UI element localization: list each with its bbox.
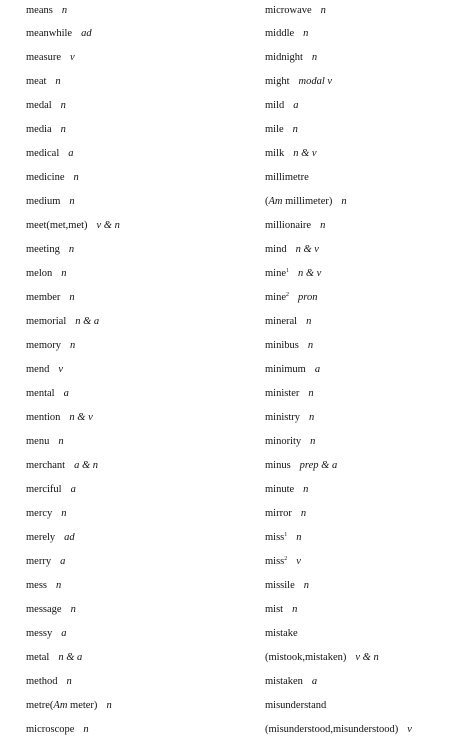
headword: misunderstand (265, 700, 327, 711)
part-of-speech: v & n (355, 652, 379, 663)
headword: melon (26, 268, 53, 279)
list-item (26, 240, 74, 260)
headword: medicine (26, 172, 65, 183)
headword: microwave (265, 5, 312, 16)
headword: midnight (265, 52, 303, 63)
list-item (265, 648, 379, 668)
headword: mend (26, 364, 50, 375)
headword: menu (26, 436, 50, 447)
part-of-speech: a (314, 364, 321, 375)
list-item (265, 576, 309, 596)
part-of-speech: n (306, 316, 312, 327)
list-item (26, 696, 112, 716)
list-item (265, 456, 337, 476)
list-item (26, 216, 120, 236)
part-of-speech: n (58, 436, 64, 447)
list-item (265, 48, 317, 68)
list-item (265, 600, 297, 620)
headword: microscope (26, 724, 75, 735)
list-item (265, 432, 315, 452)
list-item (26, 600, 76, 620)
list-item (265, 384, 314, 404)
list-item (26, 96, 66, 116)
headword-part: meter) (67, 700, 98, 711)
part-of-speech: n (309, 412, 315, 423)
list-item (26, 480, 76, 500)
headword: mercy (26, 508, 53, 519)
part-of-speech: n (73, 172, 79, 183)
list-item (265, 264, 321, 284)
part-of-speech: n (303, 580, 310, 591)
headword: medal (26, 100, 52, 111)
headword: minus (265, 460, 291, 471)
headword-part: millimeter) (282, 196, 333, 207)
headword: mild (265, 100, 285, 111)
part-of-speech: n (292, 604, 298, 615)
part-of-speech: ad (64, 532, 75, 543)
part-of-speech: a (293, 100, 299, 111)
part-of-speech: n (60, 100, 66, 111)
list-item (265, 312, 311, 332)
headword: meeting (26, 244, 60, 255)
headword: minute (265, 484, 295, 495)
part-of-speech: n (61, 5, 68, 16)
part-of-speech: a (70, 484, 76, 495)
headword: minister (265, 388, 300, 399)
part-of-speech: n (341, 196, 347, 207)
part-of-speech: n (61, 508, 67, 519)
headword: (mistook,mistaken) (265, 652, 347, 663)
list-item (265, 1, 326, 21)
part-of-speech: n (308, 388, 314, 399)
headword: merchant (26, 460, 66, 471)
homograph-number: 1 (284, 532, 288, 538)
list-item (265, 168, 318, 188)
american-abbrev: Am (53, 700, 68, 711)
part-of-speech: n & v (298, 268, 322, 279)
list-item (265, 552, 301, 572)
list-item (26, 48, 75, 68)
headword: message (26, 604, 62, 615)
list-item (265, 120, 298, 140)
part-of-speech: n (303, 28, 309, 39)
list-item (265, 624, 307, 644)
headword-part: mine (265, 292, 286, 303)
headword: meat (26, 76, 47, 87)
list-item (26, 672, 72, 692)
list-item (265, 360, 320, 380)
headword: minority (265, 436, 302, 447)
part-of-speech: a (68, 148, 74, 159)
headword: merely (26, 532, 56, 543)
headword: measure (26, 52, 61, 63)
part-of-speech: n (292, 124, 298, 135)
headword (265, 556, 287, 567)
headword: means (26, 5, 53, 16)
list-item (26, 288, 75, 308)
headword: metal (26, 652, 50, 663)
list-item (265, 288, 317, 308)
headword: mind (265, 244, 287, 255)
part-of-speech: n (320, 220, 326, 231)
headword-part: ( (265, 196, 269, 207)
part-of-speech: n & a (58, 652, 83, 663)
list-item (265, 144, 317, 164)
headword: mist (265, 604, 284, 615)
list-item (26, 360, 63, 380)
headword: medium (26, 196, 61, 207)
list-item (26, 120, 66, 140)
list-item (265, 696, 335, 716)
list-item (26, 312, 99, 332)
headword: mistake (265, 628, 298, 639)
part-of-speech: n (69, 292, 75, 303)
headword: millionaire (265, 220, 312, 231)
part-of-speech: n (70, 340, 76, 351)
headword: missile (265, 580, 295, 591)
list-item (26, 168, 79, 188)
headword: meanwhile (26, 28, 73, 39)
part-of-speech: v (296, 556, 301, 567)
part-of-speech: n (83, 724, 89, 735)
part-of-speech: n (311, 52, 318, 63)
list-item (265, 480, 308, 500)
headword-part: mine (265, 268, 286, 279)
list-item (265, 504, 306, 524)
list-item (26, 576, 61, 596)
headword: millimetre (265, 172, 309, 183)
part-of-speech: n (307, 340, 314, 351)
part-of-speech: n (55, 76, 61, 87)
part-of-speech: a (61, 628, 67, 639)
homograph-number: 1 (286, 268, 289, 274)
homograph-number: 2 (284, 556, 288, 562)
headword (265, 292, 289, 303)
headword (265, 532, 287, 543)
part-of-speech: a (60, 556, 66, 567)
list-item (26, 192, 75, 212)
list-item (26, 456, 98, 476)
list-item (265, 720, 412, 740)
list-item (26, 408, 93, 428)
part-of-speech: n (60, 124, 66, 135)
headword (26, 700, 97, 711)
headword: mistaken (265, 676, 303, 687)
part-of-speech: n (106, 700, 112, 711)
list-item (26, 648, 82, 668)
headword: mess (26, 580, 47, 591)
list-item (265, 408, 314, 428)
headword: mineral (265, 316, 298, 327)
headword: merciful (26, 484, 62, 495)
list-item (265, 96, 299, 116)
part-of-speech: n & v (295, 244, 319, 255)
headword: meet(met,met) (26, 220, 88, 231)
part-of-speech: n (300, 508, 307, 519)
part-of-speech: n (69, 196, 75, 207)
list-item (265, 336, 313, 356)
list-item (26, 264, 67, 284)
list-item (26, 504, 67, 524)
headword: milk (265, 148, 285, 159)
headword-part: miss (265, 556, 285, 567)
list-item (26, 72, 61, 92)
part-of-speech: v (69, 52, 75, 63)
part-of-speech: ad (81, 28, 92, 39)
list-item (26, 384, 69, 404)
part-of-speech: a & n (74, 460, 98, 471)
list-item (26, 528, 75, 548)
headword-part: metre( (26, 700, 54, 711)
headword: medical (26, 148, 60, 159)
list-item (26, 720, 89, 740)
headword: might (265, 76, 290, 87)
headword: ministry (265, 412, 301, 423)
part-of-speech: n (68, 244, 75, 255)
part-of-speech: n (70, 604, 76, 615)
headword (265, 196, 332, 207)
american-abbrev: Am (268, 196, 283, 207)
part-of-speech: v & n (96, 220, 120, 231)
headword: merry (26, 556, 52, 567)
headword: method (26, 676, 58, 687)
part-of-speech: pron (298, 292, 318, 303)
headword: memory (26, 340, 61, 351)
headword: mention (26, 412, 61, 423)
headword: mirror (265, 508, 292, 519)
list-item (26, 336, 75, 356)
headword: mile (265, 124, 284, 135)
part-of-speech: n (320, 5, 326, 16)
headword-part: miss (265, 532, 285, 543)
list-item (26, 432, 64, 452)
list-item (26, 552, 65, 572)
headword: minimum (265, 364, 306, 375)
part-of-speech: v (407, 724, 412, 735)
homograph-number: 2 (286, 292, 289, 298)
part-of-speech: prep & a (299, 460, 338, 471)
part-of-speech: modal v (298, 76, 333, 87)
headword: middle (265, 28, 295, 39)
part-of-speech: n & v (69, 412, 93, 423)
list-item (265, 528, 302, 548)
list-item (26, 144, 73, 164)
part-of-speech: n & a (75, 316, 100, 327)
part-of-speech: n (56, 580, 62, 591)
list-item (265, 72, 332, 92)
part-of-speech: a (311, 676, 318, 687)
headword: (misunderstood,misunderstood) (265, 724, 399, 735)
headword: mental (26, 388, 55, 399)
list-item (26, 1, 67, 21)
headword: member (26, 292, 61, 303)
part-of-speech: n (61, 268, 67, 279)
part-of-speech: n (66, 676, 72, 687)
part-of-speech: a (63, 388, 69, 399)
list-item (265, 24, 308, 44)
part-of-speech: n (310, 436, 316, 447)
part-of-speech: n (303, 484, 309, 495)
list-item (265, 192, 347, 212)
list-item (265, 672, 317, 692)
list-item (265, 240, 319, 260)
list-item (26, 624, 67, 644)
headword: memorial (26, 316, 67, 327)
part-of-speech: n & v (293, 148, 317, 159)
headword (265, 268, 289, 279)
headword: minibus (265, 340, 299, 351)
headword: media (26, 124, 52, 135)
list-item (265, 216, 325, 236)
list-item (26, 24, 92, 44)
part-of-speech: n (296, 532, 302, 543)
part-of-speech: v (58, 364, 63, 375)
headword: messy (26, 628, 53, 639)
